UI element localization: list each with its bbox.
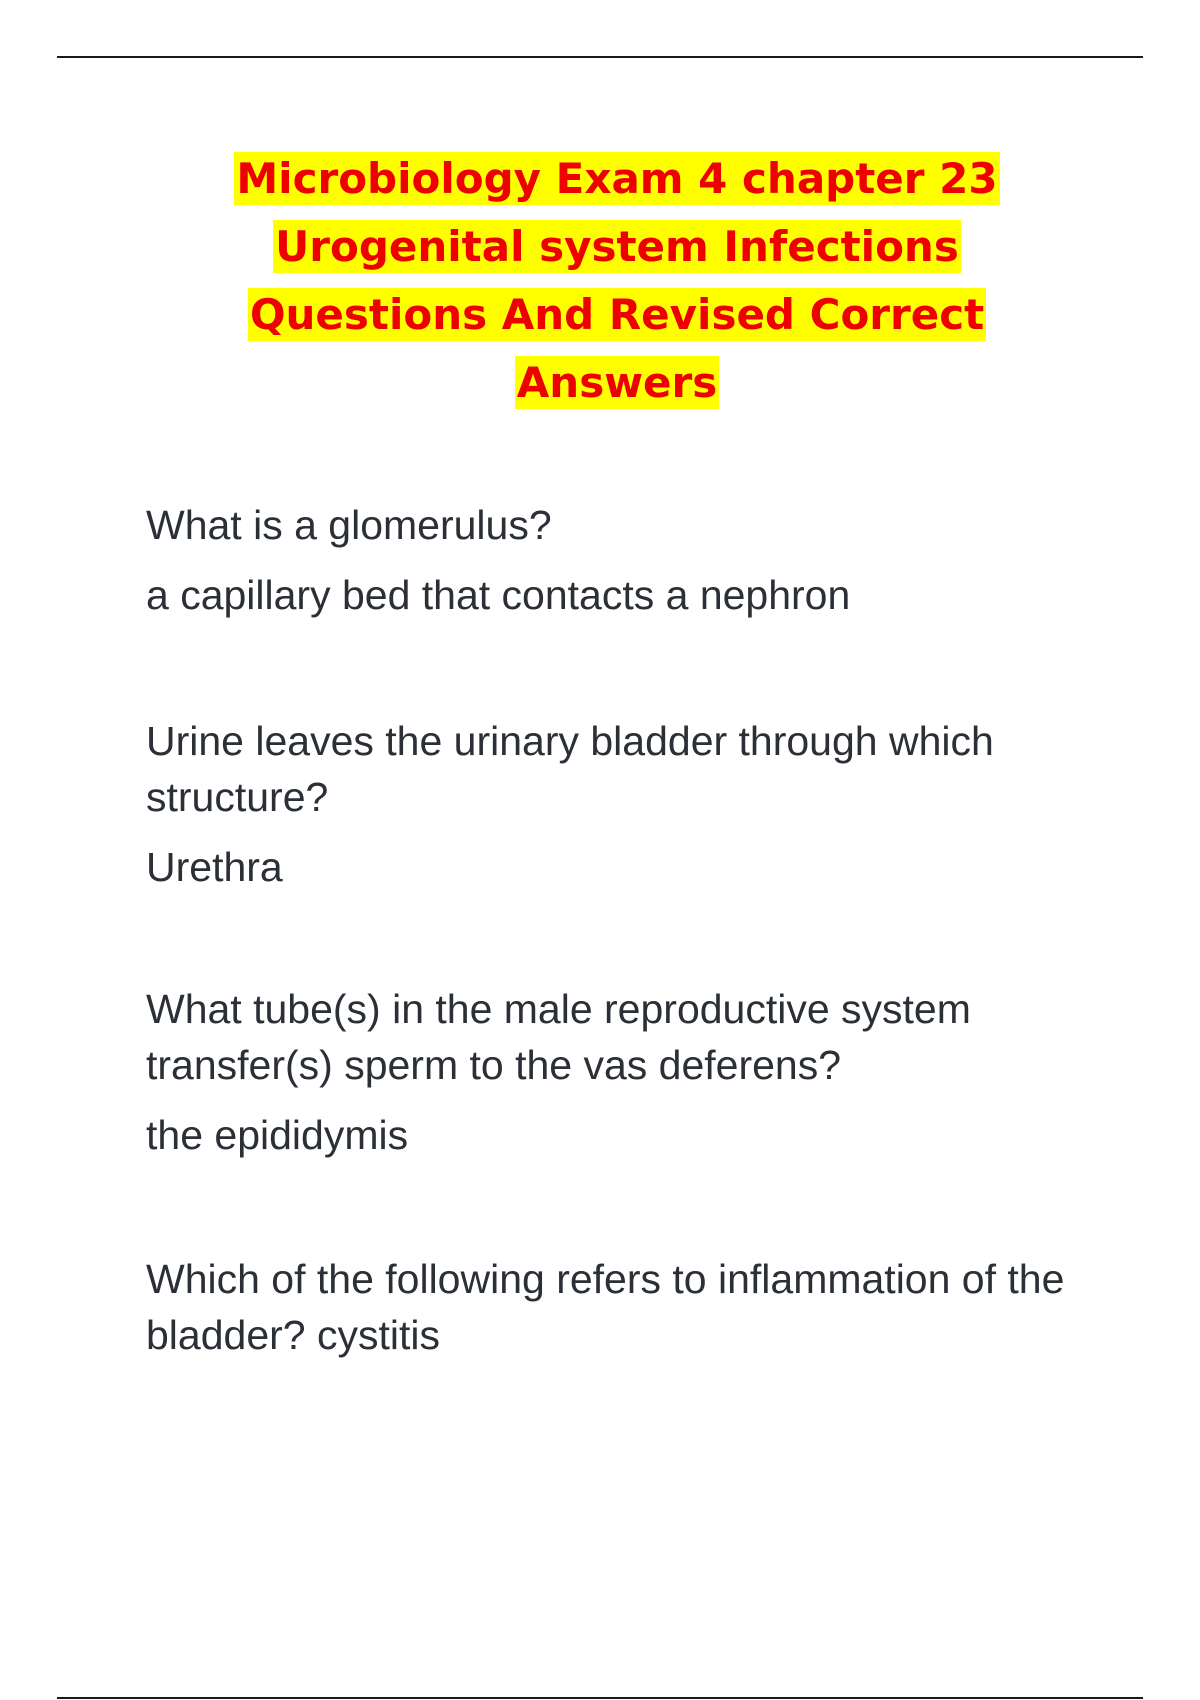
answer-text: Urethra xyxy=(146,844,283,890)
qa-item xyxy=(146,1251,1086,1363)
document-title xyxy=(150,145,1084,417)
question-text: What tube(s) in the male reproductive system transfer(s) sperm to the vas deferens? xyxy=(146,986,971,1088)
qa-item xyxy=(146,713,1086,895)
question-text: Urine leaves the urinary bladder through which structure? xyxy=(146,718,994,820)
question-text: What is a glomerulus? xyxy=(146,502,552,548)
answer-text: a capillary bed that contacts a nephron xyxy=(146,572,851,618)
title-line-4: Answers xyxy=(516,358,718,407)
top-divider xyxy=(57,56,1143,58)
title-line-3: Questions And Revised Correct xyxy=(249,290,985,339)
qa-item xyxy=(146,981,1086,1163)
title-line-2: Urogenital system Infections xyxy=(275,222,959,271)
title-line-1: Microbiology Exam 4 chapter 23 xyxy=(236,154,998,203)
question-text: Which of the following refers to inflammation of the bladder? cystitis xyxy=(146,1256,1065,1358)
answer-text: the epididymis xyxy=(146,1112,409,1158)
qa-item xyxy=(146,497,1086,623)
bottom-divider xyxy=(57,1697,1143,1699)
